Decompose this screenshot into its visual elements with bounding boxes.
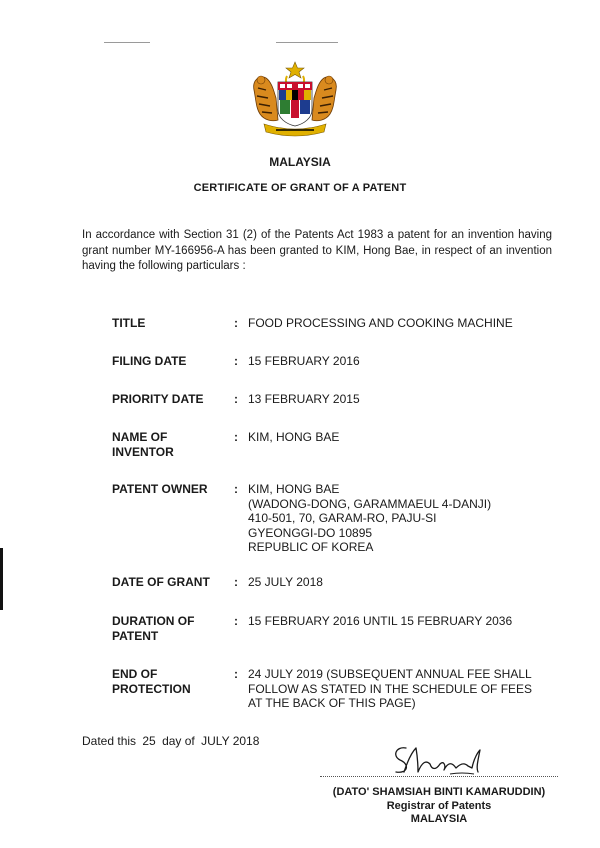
owner-address-line: KIM, HONG BAE [248, 482, 340, 496]
field-colon: : [234, 392, 238, 406]
end-protection-line: 24 JULY 2019 (SUBSEQUENT ANNUAL FEE SHALL [248, 667, 532, 681]
field-label-title: TITLE [112, 316, 146, 330]
field-value-filing-date: 15 FEBRUARY 2016 [248, 354, 360, 368]
field-colon: : [234, 614, 238, 628]
field-value-priority-date: 13 FEBRUARY 2015 [248, 392, 360, 406]
registrar-name: (DATO' SHAMSIAH BINTI KAMARUDDIN) [332, 786, 546, 798]
field-colon: : [234, 354, 238, 368]
field-colon: : [234, 482, 238, 496]
scan-edge-mark [0, 548, 3, 610]
field-label-grant-date: DATE OF GRANT [112, 575, 210, 589]
field-colon: : [234, 430, 238, 444]
end-protection-line: FOLLOW AS STATED IN THE SCHEDULE OF FEES [248, 681, 533, 696]
field-label-line: INVENTOR [112, 445, 174, 459]
field-value-inventor: KIM, HONG BAE [248, 430, 340, 444]
field-label-line: NAME OF [112, 430, 168, 444]
intro-paragraph: In accordance with Section 31 (2) of the Patents Act 1983 a patent for an invention having grant number MY-166956-A has been granted to KIM, Hong Bae, in respect of an invention having the following particulars : [82, 229, 552, 272]
country-heading: MALAYSIA [269, 155, 331, 169]
field-label-priority-date: PRIORITY DATE [112, 392, 204, 406]
scan-mark [104, 42, 150, 43]
field-colon: : [234, 575, 238, 589]
owner-address-line: GYEONGGI-DO 10895 [248, 525, 373, 540]
field-label-inventor [112, 430, 224, 460]
field-label-line: PROTECTION [112, 682, 191, 696]
field-label-line: END OF [112, 667, 158, 681]
field-label-filing-date: FILING DATE [112, 354, 187, 368]
owner-address-line: REPUBLIC OF KOREA [248, 540, 374, 554]
registrar-block [308, 786, 570, 827]
dated-day: 25 [142, 734, 156, 748]
field-value-end-protection [248, 667, 558, 711]
malaysia-coat-of-arms-icon [246, 60, 344, 140]
registrar-role: Registrar of Patents [386, 799, 492, 812]
field-label-duration [112, 614, 224, 644]
field-value-duration: 15 FEBRUARY 2016 UNTIL 15 FEBRUARY 2036 [248, 614, 513, 628]
dated-prefix: Dated this [82, 734, 137, 748]
signature-line [320, 776, 558, 777]
dated-month-year: JULY 2018 [201, 734, 260, 748]
end-protection-line: AT THE BACK OF THIS PAGE) [248, 696, 416, 710]
dated-day-of: day of [162, 734, 195, 748]
field-value-owner [248, 482, 558, 555]
owner-address-line: (WADONG-DONG, GARAMMAEUL 4-DANJI) [248, 496, 492, 511]
certificate-title: CERTIFICATE OF GRANT OF A PATENT [193, 182, 407, 194]
field-value-title: FOOD PROCESSING AND COOKING MACHINE [248, 316, 513, 330]
field-colon: : [234, 316, 238, 330]
owner-address-line: 410-501, 70, GARAM-RO, PAJU-SI [248, 511, 437, 525]
field-label-line: DURATION OF [112, 614, 195, 628]
field-label-line: PATENT [112, 629, 159, 643]
field-label-end-protection [112, 667, 224, 697]
scan-mark [276, 42, 338, 43]
registrar-country: MALAYSIA [410, 813, 468, 825]
field-colon: : [234, 667, 238, 681]
field-value-grant-date: 25 JULY 2018 [248, 575, 323, 589]
field-label-owner: PATENT OWNER [112, 482, 208, 496]
dated-line [82, 734, 262, 748]
